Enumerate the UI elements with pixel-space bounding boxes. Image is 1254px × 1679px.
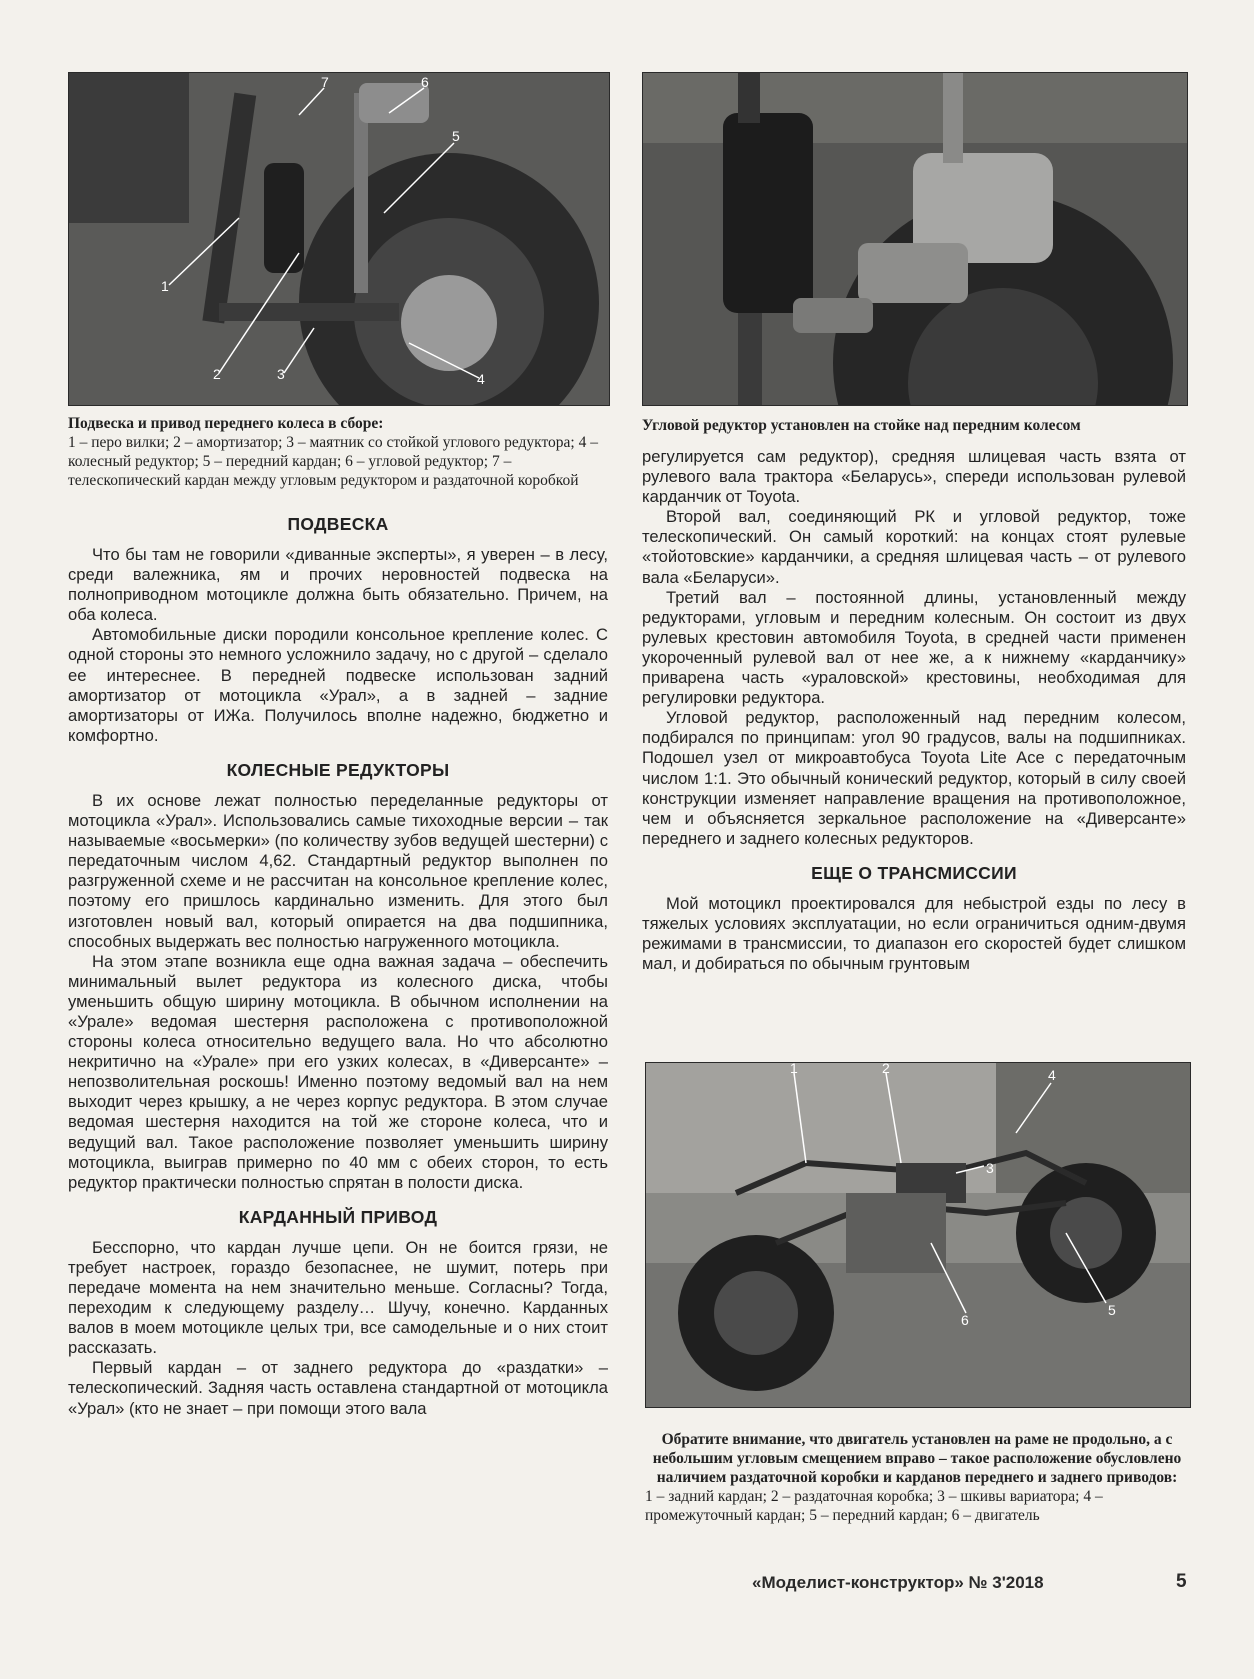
angle-gearbox-photo [642,72,1188,406]
photo1-caption-title: Подвеска и привод переднего колеса в сборе: [68,415,384,432]
paragraph: Автомобильные диски породили консольное крепление колес. С одной стороны это немного усложнило задачу, но с другой – сделало ее интереснее. В передней подвеске использован задний амортизатор от мотоцикла «Урал», а в задней – задние амортизаторы от ИЖа. Получилось вполне надежно, бюджетно и комфортно. [68,625,608,745]
magazine-footer: «Моделист-конструктор» № 3'2018 [752,1573,1044,1592]
left-column [68,72,608,1419]
paragraph: Бесспорно, что кардан лучше цепи. Он не боится грязи, не требует настроек, гораздо безопаснее, не шумит, потерь при передаче момента на нем значительно меньше. Согласны? Тогда, переходим к следующему разделу… Шучу, конечно. Карданных валов в моем мотоцикле целых три, все самодельные и о них стоит рассказать. [68,1237,608,1358]
photo1-caption [68,414,608,490]
heading-suspension: ПОДВЕСКА [287,514,389,534]
page-number: 5 [1176,1571,1187,1592]
heading-transmission: ЕЩЕ О ТРАНСМИССИИ [811,862,1017,883]
paragraph: Третий вал – постоянной длины, установленный между редукторами, угловым и передним колесным. Он состоит из двух рулевых крестовин автомобиля Toyota, в средней части применен укороченный рулевой вал от нее же, а к нижнему «карданчику» приварена часть «ураловской» крестовины, необходимая для регулировки редуктора. [642,587,1186,708]
paragraph: В их основе лежат полностью переделанные редукторы от мотоцикла «Урал». Использовались самые тихоходные версии – так называемые «восьмерки» (по количеству зубов ведущей шестерни) с передаточным числом 4,62. Стандартный редуктор выполнен по разгруженной схеме и не рассчитан на консольное крепление колес, поэтому его пришлось кардинально изменить. Для этого был изготовлен новый вал, который опирается на два подшипника, способных выдержать вес полностью нагруженного мотоцикла. [68,790,608,951]
marker-5: 5 [1108,1302,1116,1318]
front-suspension-photo [68,72,610,406]
paragraph: Первый кардан – от заднего редуктора до «раздатки» – телескопический. Задняя часть оставлена стандартной от мотоцикла «Урал» (кто не знает – при помощи этого вала [68,1358,608,1418]
marker-2: 2 [213,366,221,382]
heading-cardan-drive: КАРДАННЫЙ ПРИВОД [238,1206,438,1227]
right-column [642,72,1186,974]
photo3-caption-title: Обратите внимание, что двигатель установлен на раме не продольно, а с небольшим угловым смещением вправо – такое расположение обусловлено наличием раздаточной коробки и карданов переднего и заднего приводов: [652,1431,1182,1486]
marker-4: 4 [1048,1067,1056,1083]
marker-6: 6 [421,74,429,90]
marker-6: 6 [961,1312,969,1328]
marker-4: 4 [477,371,485,387]
photo3-caption [645,1430,1189,1525]
photo2-caption: Угловой редуктор установлен на стойке над передним колесом [642,417,1081,434]
photo1-caption-body: 1 – перо вилки; 2 – амортизатор; 3 – маятник со стойкой углового редуктора; 4 – колесный редуктор; 5 – передний кардан; 6 – угловой редуктор; 7 – телескопический кардан между угловым редуктором и раздаточной коробкой [68,434,598,489]
marker-1: 1 [161,278,169,294]
paragraph: На этом этапе возникла еще одна важная задача – обеспечить минимальный вылет редуктора из колесного диска, чтобы уменьшить общую ширину мотоцикла. В обычном исполнении на «Урале» ведомая шестерня расположена с противоположной стороны колеса относительно ведущего вала. Но что абсолютно некритично на «Урале» при его узких колесах, в «Диверсанте» – непозволительная роскошь! Именно поэтому ведомый вал на нем выходит через крышку, а не через корпус редуктора. В этом случае ведомая шестерня находится на той же стороне колеса, что и ведущий вал. Такое расположение позволяет уменьшить ширину мотоцикла, выиграв примерно по 40 мм с обеих сторон, то есть редуктор практически полностью спрятан в полости диска. [68,951,608,1192]
paragraph: Что бы там не говорили «диванные эксперты», я уверен – в лесу, среди валежника, ям и прочих неровностей подвеска на полноприводном мотоцикле должна быть обязательно. Причем, на оба колеса. [68,545,608,625]
marker-7: 7 [321,74,329,90]
motorcycle-frame-photo [645,1062,1191,1408]
marker-3: 3 [277,366,285,382]
paragraph: Угловой редуктор, расположенный над передним колесом, подбирался по принципам: угол 90 градусов, валы на подшипниках. Подошел узел от микроавтобуса Toyota Lite Ace с передаточным числом 1:1. Это обычный конический редуктор, который в силу своей конструкции изменяет направление вращения на противоположное, чем и объясняется зеркальное расположение на «Диверсанте» переднего и заднего колесных редукторов. [642,708,1186,848]
marker-3: 3 [986,1160,994,1176]
paragraph: Мой мотоцикл проектировался для небыстрой езды по лесу в тяжелых условиях эксплуатации, но если ограничиться одним-двумя режимами в трансмиссии, то диапазон его скоростей будет слишком мал, и добираться по обычным грунтовым [642,893,1186,974]
heading-wheel-gearboxes: КОЛЕСНЫЕ РЕДУКТОРЫ [226,759,450,780]
marker-1: 1 [790,1063,798,1076]
photo3-caption-body: 1 – задний кардан; 2 – раздаточная коробка; 3 – шкивы вариатора; 4 – промежуточный кардан; 5 – передний кардан; 6 – двигатель [645,1488,1103,1524]
marker-2: 2 [882,1063,890,1076]
paragraph: регулируется сам редуктор), средняя шлицевая часть взята от рулевого вала трактора «Беларусь», спереди использован рулевой карданчик от Toyota. [642,447,1186,507]
paragraph: Второй вал, соединяющий РК и угловой редуктор, тоже телескопический. Он самый короткий: на концах стоят рулевые «тойотовские» карданчики, а средняя шлицевая часть – от рулевого вала «Беларуси». [642,507,1186,587]
marker-5: 5 [452,128,460,144]
